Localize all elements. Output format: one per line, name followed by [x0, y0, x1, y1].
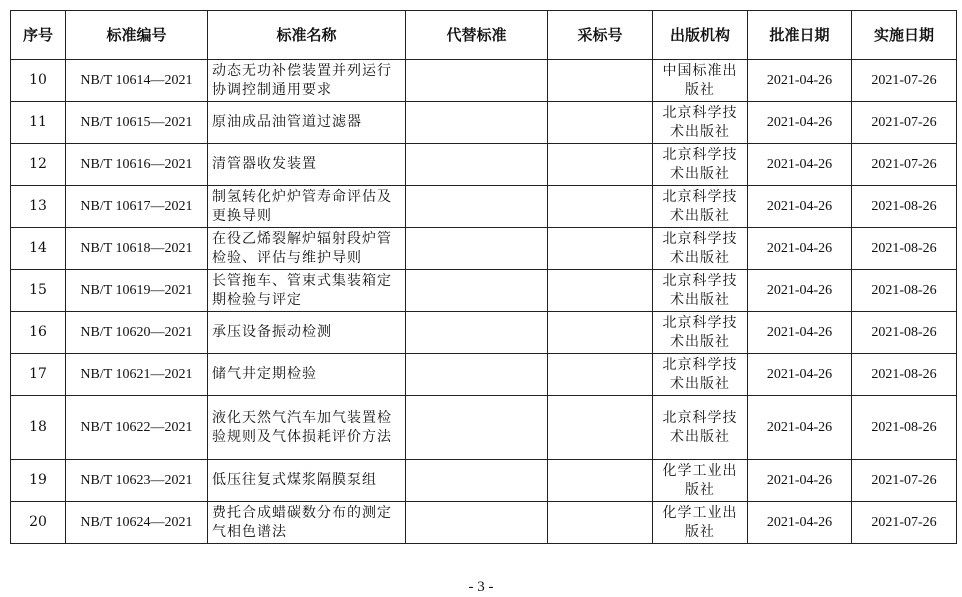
cell-standard-name: 原油成品油管道过滤器 — [208, 102, 406, 144]
cell-effective-date: 2021-07-26 — [852, 144, 957, 186]
cell-adopted-number — [548, 60, 653, 102]
table-row — [11, 228, 957, 270]
cell-effective-date: 2021-08-26 — [852, 312, 957, 354]
cell-standard-code: NB/T 10618—2021 — [66, 228, 208, 270]
cell-serial: 18 — [11, 396, 66, 460]
cell-replaced-standard — [406, 354, 548, 396]
cell-approval-date: 2021-04-26 — [748, 186, 852, 228]
table-row — [11, 144, 957, 186]
cell-serial: 13 — [11, 186, 66, 228]
cell-standard-code: NB/T 10624—2021 — [66, 502, 208, 544]
cell-publisher: 北京科学技术出版社 — [653, 102, 748, 144]
cell-standard-code: NB/T 10614—2021 — [66, 60, 208, 102]
cell-replaced-standard — [406, 502, 548, 544]
cell-standard-name: 承压设备振动检测 — [208, 312, 406, 354]
cell-approval-date: 2021-04-26 — [748, 228, 852, 270]
cell-publisher: 北京科学技术出版社 — [653, 186, 748, 228]
cell-standard-code: NB/T 10617—2021 — [66, 186, 208, 228]
cell-standard-name: 液化天然气汽车加气装置检验规则及气体损耗评价方法 — [208, 396, 406, 460]
cell-replaced-standard — [406, 102, 548, 144]
cell-serial: 20 — [11, 502, 66, 544]
cell-publisher: 北京科学技术出版社 — [653, 270, 748, 312]
header-replaced-standard: 代替标准 — [406, 11, 548, 60]
cell-publisher: 化学工业出版社 — [653, 502, 748, 544]
cell-effective-date: 2021-08-26 — [852, 186, 957, 228]
cell-standard-code: NB/T 10621—2021 — [66, 354, 208, 396]
header-serial: 序号 — [11, 11, 66, 60]
header-publisher: 出版机构 — [653, 11, 748, 60]
cell-serial: 19 — [11, 460, 66, 502]
cell-adopted-number — [548, 460, 653, 502]
cell-approval-date: 2021-04-26 — [748, 354, 852, 396]
table-row — [11, 270, 957, 312]
cell-replaced-standard — [406, 186, 548, 228]
cell-replaced-standard — [406, 60, 548, 102]
cell-replaced-standard — [406, 270, 548, 312]
table-row — [11, 312, 957, 354]
cell-approval-date: 2021-04-26 — [748, 270, 852, 312]
cell-standard-name: 清管器收发装置 — [208, 144, 406, 186]
cell-replaced-standard — [406, 228, 548, 270]
cell-standard-code: NB/T 10623—2021 — [66, 460, 208, 502]
standards-table — [10, 10, 957, 544]
table-row — [11, 460, 957, 502]
table-row — [11, 354, 957, 396]
cell-serial: 15 — [11, 270, 66, 312]
cell-adopted-number — [548, 396, 653, 460]
cell-standard-name: 长管拖车、管束式集装箱定期检验与评定 — [208, 270, 406, 312]
header-approval-date: 批准日期 — [748, 11, 852, 60]
cell-effective-date: 2021-08-26 — [852, 270, 957, 312]
cell-serial: 17 — [11, 354, 66, 396]
table-row — [11, 502, 957, 544]
cell-publisher: 北京科学技术出版社 — [653, 354, 748, 396]
cell-effective-date: 2021-07-26 — [852, 60, 957, 102]
cell-standard-name: 在役乙烯裂解炉辐射段炉管检验、评估与维护导则 — [208, 228, 406, 270]
cell-effective-date: 2021-07-26 — [852, 502, 957, 544]
cell-replaced-standard — [406, 396, 548, 460]
cell-approval-date: 2021-04-26 — [748, 502, 852, 544]
table-row — [11, 60, 957, 102]
cell-publisher: 北京科学技术出版社 — [653, 312, 748, 354]
cell-standard-name: 制氢转化炉炉管寿命评估及更换导则 — [208, 186, 406, 228]
cell-adopted-number — [548, 186, 653, 228]
cell-serial: 16 — [11, 312, 66, 354]
cell-effective-date: 2021-08-26 — [852, 396, 957, 460]
header-standard-code: 标准编号 — [66, 11, 208, 60]
cell-effective-date: 2021-08-26 — [852, 354, 957, 396]
header-standard-name: 标准名称 — [208, 11, 406, 60]
cell-standard-code: NB/T 10616—2021 — [66, 144, 208, 186]
cell-approval-date: 2021-04-26 — [748, 102, 852, 144]
cell-effective-date: 2021-07-26 — [852, 102, 957, 144]
cell-publisher: 北京科学技术出版社 — [653, 144, 748, 186]
header-row — [11, 11, 957, 60]
cell-serial: 14 — [11, 228, 66, 270]
cell-adopted-number — [548, 312, 653, 354]
cell-approval-date: 2021-04-26 — [748, 312, 852, 354]
cell-publisher: 中国标准出版社 — [653, 60, 748, 102]
table-row — [11, 396, 957, 460]
cell-serial: 12 — [11, 144, 66, 186]
table-row — [11, 102, 957, 144]
cell-standard-code: NB/T 10620—2021 — [66, 312, 208, 354]
cell-replaced-standard — [406, 460, 548, 502]
cell-standard-name: 低压往复式煤浆隔膜泵组 — [208, 460, 406, 502]
cell-standard-name: 动态无功补偿装置并列运行协调控制通用要求 — [208, 60, 406, 102]
cell-adopted-number — [548, 144, 653, 186]
cell-serial: 10 — [11, 60, 66, 102]
cell-publisher: 北京科学技术出版社 — [653, 396, 748, 460]
cell-standard-name: 储气井定期检验 — [208, 354, 406, 396]
cell-adopted-number — [548, 502, 653, 544]
cell-approval-date: 2021-04-26 — [748, 144, 852, 186]
cell-effective-date: 2021-08-26 — [852, 228, 957, 270]
table-row — [11, 186, 957, 228]
cell-serial: 11 — [11, 102, 66, 144]
cell-adopted-number — [548, 270, 653, 312]
cell-standard-name: 费托合成蜡碳数分布的测定 气相色谱法 — [208, 502, 406, 544]
cell-standard-code: NB/T 10622—2021 — [66, 396, 208, 460]
cell-approval-date: 2021-04-26 — [748, 60, 852, 102]
cell-adopted-number — [548, 354, 653, 396]
cell-adopted-number — [548, 228, 653, 270]
cell-effective-date: 2021-07-26 — [852, 460, 957, 502]
cell-approval-date: 2021-04-26 — [748, 396, 852, 460]
page-number: - 3 - — [468, 579, 494, 595]
cell-publisher: 化学工业出版社 — [653, 460, 748, 502]
cell-replaced-standard — [406, 312, 548, 354]
header-adopted-number: 采标号 — [548, 11, 653, 60]
cell-publisher: 北京科学技术出版社 — [653, 228, 748, 270]
cell-replaced-standard — [406, 144, 548, 186]
header-effective-date: 实施日期 — [852, 11, 957, 60]
cell-adopted-number — [548, 102, 653, 144]
cell-standard-code: NB/T 10619—2021 — [66, 270, 208, 312]
cell-standard-code: NB/T 10615—2021 — [66, 102, 208, 144]
cell-approval-date: 2021-04-26 — [748, 460, 852, 502]
